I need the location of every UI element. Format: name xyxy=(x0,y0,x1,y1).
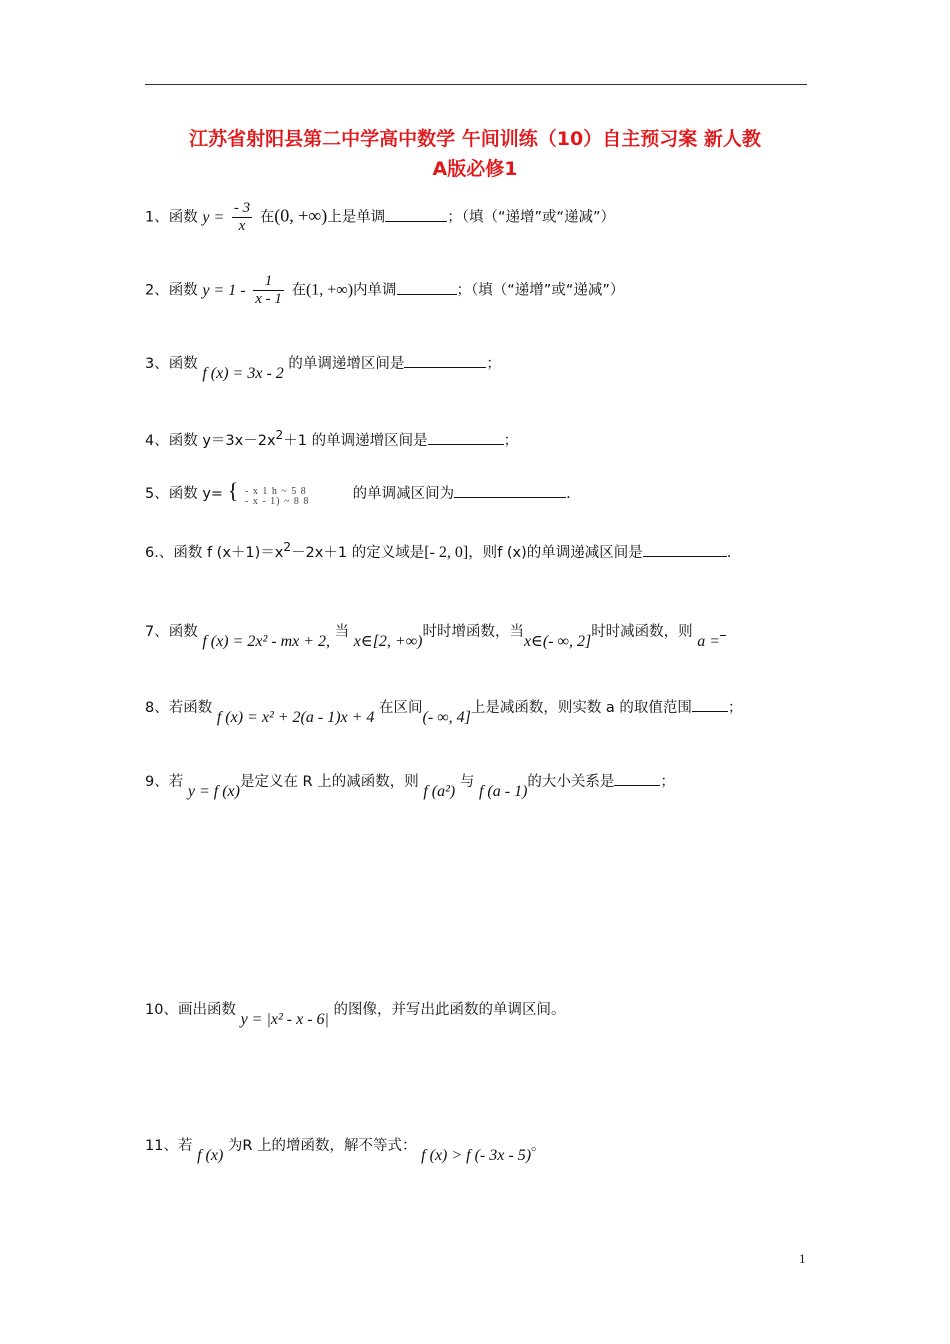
q7-t1: 时时增函数，当 xyxy=(422,624,524,640)
q7-dang1: 当 xyxy=(334,624,350,640)
question-9 xyxy=(145,770,675,800)
question-8 xyxy=(145,696,743,726)
svg-text:- x - 1) ~ 8 8: - x - 1) ~ 8 8 xyxy=(244,496,310,507)
q2-text: 内单调 xyxy=(353,282,397,299)
q1-tail: ；（填（“递增”或“递减”） xyxy=(447,209,616,226)
q1-interval: (0, +∞) xyxy=(274,205,328,226)
q4-answer-blank[interactable] xyxy=(428,430,504,445)
q8-interval: (- ∞, 4] xyxy=(422,709,471,726)
q1-in: 在 xyxy=(259,209,275,226)
q9-number: 9、若 xyxy=(145,774,184,790)
q4-tail: ； xyxy=(503,432,519,449)
q10-expr: y = |x² - x - 6| xyxy=(240,1011,329,1028)
q5-piecewise-image xyxy=(243,486,353,507)
q11-ineq: f (x) > f (- 3x - 5) xyxy=(421,1147,532,1164)
q6-number: 6.、函数 xyxy=(145,544,203,561)
q6-answer-blank[interactable] xyxy=(643,542,727,557)
q6-sup: 2 xyxy=(283,540,292,554)
q9-e2: f (a - 1) xyxy=(478,783,528,800)
q4-number: 4、函数 xyxy=(145,432,198,449)
q11-text: 为R 上的增函数，解不等式： xyxy=(227,1138,417,1154)
q8-answer-blank[interactable] xyxy=(692,697,728,712)
question-3 xyxy=(145,352,501,382)
q6-domain: [- 2, 0] xyxy=(424,543,469,561)
q8-number: 8、若函数 xyxy=(145,700,213,716)
q8-t1: 在区间 xyxy=(379,700,423,716)
q1-frac-num: - 3 xyxy=(233,200,251,216)
header-rule xyxy=(145,84,807,85)
question-7 xyxy=(145,620,726,650)
q9-tail: ； xyxy=(660,774,675,790)
q1-fraction xyxy=(232,200,252,235)
q2-frac-num: 1 xyxy=(253,273,284,291)
q5-piecewise-brace: { xyxy=(227,478,239,503)
q7-t2: 时时减函数，则 xyxy=(591,624,693,640)
q2-interval: (1, +∞) xyxy=(305,281,354,299)
q3-expr: f (x) = 3x - 2 xyxy=(202,365,284,382)
q11-tail: 。 xyxy=(531,1138,546,1154)
q2-number: 2、函数 xyxy=(145,282,198,299)
q9-t1: 是定义在 R 上的减函数，则 xyxy=(239,774,419,790)
q9-e1: f (a²) xyxy=(423,783,456,800)
q5-tail: . xyxy=(566,486,571,502)
q9-t2: 与 xyxy=(459,774,475,790)
q1-frac-den: x xyxy=(238,218,246,234)
q11-e1: f (x) xyxy=(197,1147,224,1164)
q3-tail: ； xyxy=(486,356,501,372)
q5-text: 的单调减区间为 xyxy=(352,486,455,502)
question-4 xyxy=(145,428,518,450)
question-11 xyxy=(145,1134,546,1164)
q7-expr: f (x) = 2x² - mx + 2, xyxy=(202,633,331,650)
q1-text: 上是单调 xyxy=(327,209,386,226)
q4-text-b: ＋1 的单调递增区间是 xyxy=(283,432,428,449)
question-2 xyxy=(145,273,624,308)
page-title-line2: A版必修1 xyxy=(432,158,518,180)
q2-fraction xyxy=(253,273,284,308)
q7-number: 7、函数 xyxy=(145,624,198,640)
q3-text: 的单调递增区间是 xyxy=(288,356,405,372)
q2-in: 在 xyxy=(291,282,306,299)
q1-number: 1、函数 xyxy=(145,209,198,226)
q6-text-d: 的单调递减区间是 xyxy=(526,544,643,561)
q10-number: 10、画出函数 xyxy=(145,1002,236,1018)
q3-answer-blank[interactable] xyxy=(404,353,486,368)
q6-fx: f (x) xyxy=(497,544,527,561)
q5-number: 5、函数 xyxy=(145,486,198,502)
svg-text:- x 1 h ~ 5 8: - x 1 h ~ 5 8 xyxy=(244,486,307,498)
q6-text-b: －2x＋1 的定义域是 xyxy=(291,544,425,561)
q6-text-a: f (x＋1)＝x xyxy=(206,544,284,561)
q7-cond2: x∈(- ∞, 2] xyxy=(523,633,592,650)
q2-frac-den: x - 1 xyxy=(255,291,282,307)
q8-expr: f (x) = x² + 2(a - 1)x + 4 xyxy=(216,709,375,726)
q11-number: 11、若 xyxy=(145,1138,193,1154)
q8-t2: 上是减函数，则实数 a 的取值范围 xyxy=(470,700,692,716)
q7-answer-blank[interactable] xyxy=(720,621,726,636)
q9-t3: 的大小关系是 xyxy=(527,774,615,790)
q9-answer-blank[interactable] xyxy=(614,771,660,786)
q9-expr: y = f (x) xyxy=(187,783,240,800)
q8-tail: ； xyxy=(727,700,743,716)
q2-lhs: y = 1 - xyxy=(202,281,246,299)
q3-number: 3、函数 xyxy=(145,356,198,372)
q6-tail: . xyxy=(726,544,732,561)
q7-end: a = xyxy=(697,633,721,650)
q5-piecewise-glyphs xyxy=(243,484,349,506)
q1-y: y = xyxy=(202,208,225,226)
q10-text: 的图像，并写出此函数的单调区间。 xyxy=(333,1002,566,1018)
q2-answer-blank[interactable] xyxy=(397,280,457,295)
q7-cond1: x∈[2, +∞) xyxy=(353,633,423,650)
q4-text-a: y＝3x－2x xyxy=(202,432,276,449)
q5-answer-blank[interactable] xyxy=(454,483,566,498)
question-1 xyxy=(145,200,615,235)
page-title-line1: 江苏省射阳县第二中学高中数学 午间训练（10）自主预习案 新人教 xyxy=(189,128,761,150)
question-5 xyxy=(145,478,571,506)
q6-text-c: ，则 xyxy=(468,544,498,561)
question-10 xyxy=(145,998,566,1028)
q1-answer-blank[interactable] xyxy=(385,207,447,222)
q5-prefix: y= xyxy=(202,486,224,502)
q2-tail: ；（填（“递增”或“递减”） xyxy=(456,282,625,299)
question-6 xyxy=(145,540,731,562)
page-number: 1 xyxy=(799,1251,806,1266)
q4-sup: 2 xyxy=(275,428,284,442)
